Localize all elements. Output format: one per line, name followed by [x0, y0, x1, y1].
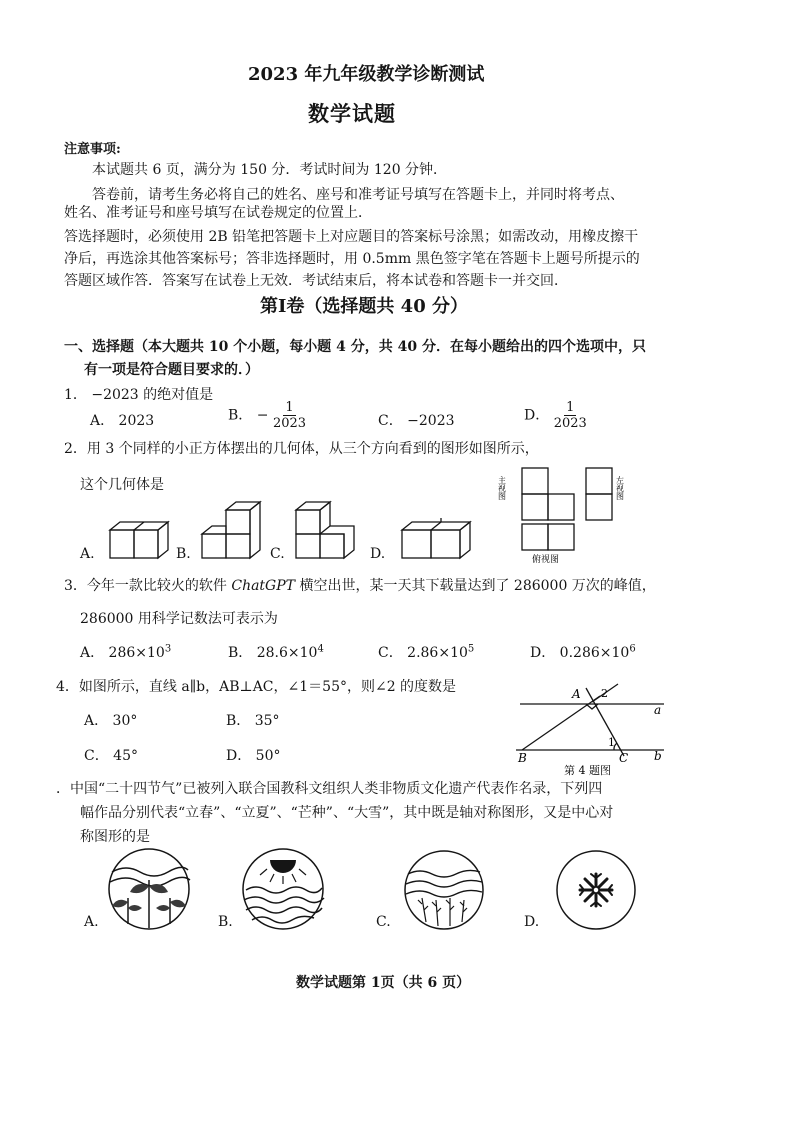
- q2-option-c-label: C.: [270, 546, 285, 562]
- q5-option-b-figure-lixia: [240, 846, 326, 932]
- q4-option-c: C． 45°: [84, 748, 138, 764]
- q5-option-c-figure-mangzhong: [402, 848, 486, 932]
- q5-line-2: 幅作品分别代表“立春”、“立夏”、“芒种”、“大雪”，其中既是轴对称图形，又是中心对: [80, 805, 614, 821]
- exam-title: 2023 年九年级教学诊断测试: [248, 64, 485, 85]
- section-title: 第Ⅰ卷（选择题共 40 分）: [260, 296, 469, 317]
- q3-a-exp: 3: [164, 643, 172, 655]
- q1-option-b-label: B．: [228, 407, 253, 424]
- q2-stem: 2．用 3 个同样的小正方体摆出的几何体，从三个方向看到的图形如图所示，: [64, 441, 539, 457]
- notes-line-5: 净后，再选涂其他答案标号；答非选择题时，用 0.5mm 黑色签字笔在答题卡上题号所提示的: [64, 251, 640, 267]
- page-footer: 数学试题第 1页（共 6 页）: [296, 975, 471, 991]
- section-instruction-2: 有一项是符合题目要求的．）: [84, 362, 259, 378]
- label-B: B: [518, 751, 527, 765]
- q2-option-a-label: A.: [80, 546, 95, 562]
- front-view-square: [548, 494, 574, 520]
- label-C: C: [619, 751, 629, 765]
- q1-option-c: C． −2023: [378, 413, 455, 429]
- notes-heading: 注意事项:: [64, 142, 121, 157]
- q3-line-2: 286000 用科学记数法可表示为: [80, 611, 278, 627]
- label-2: 2: [601, 687, 608, 700]
- notes-line-1: 本试题共 6 页，满分为 150 分．考试时间为 120 分钟．: [92, 162, 448, 178]
- q3-option-a: [80, 642, 171, 662]
- q3-stem-pre: 3．今年一款比较火的软件: [64, 578, 232, 594]
- q1-option-b: [228, 400, 306, 431]
- q1-option-d-fraction: [554, 400, 587, 431]
- notes-line-2: 答卷前，请考生务必将自己的姓名、座号和准考证号填写在答题卡上，并同时将考点、: [92, 187, 624, 203]
- figure-caption: 第 4 题图: [564, 764, 611, 777]
- label-A: A: [572, 687, 581, 701]
- q2-option-b-figure: [198, 498, 268, 562]
- q3-stem-post: 横空出世，某一天其下载量达到了 286000 万次的峰值，: [295, 578, 656, 594]
- q2-three-views: [497, 462, 640, 566]
- q3-option-b: [228, 642, 324, 662]
- q4-option-b: B． 35°: [226, 713, 280, 729]
- q5-option-d-figure-daxue: [554, 848, 638, 932]
- q2-line-2: 这个几何体是: [80, 477, 164, 493]
- notes-line-4: 答选择题时，必须使用 2B 铅笔把答题卡上对应题目的答案标号涂黑；如需改动，用橡皮擦干: [64, 229, 639, 245]
- q1-option-b-fraction: [273, 400, 306, 431]
- q1-d-numerator: 1: [566, 400, 575, 415]
- q4-option-a: A． 30°: [84, 713, 138, 729]
- q3-b-base: B． 28.6×10: [228, 645, 318, 661]
- top-view-square: [522, 524, 548, 550]
- front-view-label: 主视图: [497, 476, 507, 500]
- q3-c-base: C． 2.86×10: [378, 645, 468, 661]
- q1-stem: 1． −2023 的绝对值是: [64, 387, 214, 403]
- exam-subtitle: 数学试题: [308, 101, 396, 126]
- q2-option-b-label: B.: [176, 546, 191, 562]
- q1-option-a: A． 2023: [90, 413, 155, 429]
- top-view-label: 俯视图: [532, 555, 560, 565]
- q1-option-b-sign: −: [256, 407, 269, 424]
- q2-option-d-label: D.: [370, 546, 386, 562]
- q3-b-exp: 4: [317, 643, 324, 655]
- front-view-square: [522, 494, 548, 520]
- q1-d-denominator: 2023: [553, 416, 587, 431]
- left-view-square: [586, 468, 612, 494]
- section-instruction-1: 一、选择题（本大题共 10 个小题，每小题 4 分，共 40 分．在每小题给出的四个选项中，只: [64, 339, 646, 355]
- front-view-square: [522, 468, 548, 494]
- q4-figure: [506, 680, 686, 776]
- q2-option-c-figure: [292, 498, 362, 562]
- q3-stem-app: ChatGPT: [231, 578, 296, 594]
- q4-option-d: D． 50°: [226, 748, 281, 764]
- q5-option-a-figure-lichun: [106, 846, 192, 932]
- q5-option-a-label: A.: [84, 914, 99, 930]
- q5-option-c-label: C.: [376, 914, 391, 930]
- q1-b-numerator: 1: [285, 400, 294, 415]
- q5-option-d-label: D.: [524, 914, 540, 930]
- q1-option-d: [524, 400, 587, 431]
- notes-line-3: 姓名、准考证号和座号填写在试卷规定的位置上．: [64, 205, 372, 221]
- q5-option-b-label: B.: [218, 914, 233, 930]
- q3-option-d: [530, 642, 636, 662]
- q4-stem: 4．如图所示，直线 a∥b，AB⊥AC，∠1＝55°，则∠2 的度数是: [56, 679, 457, 695]
- q2-option-a-figure: [106, 514, 176, 562]
- notes-line-6: 答题区域作答．答案写在试卷上无效．考试结束后，将本试卷和答题卡一并交回．: [64, 273, 568, 289]
- label-b: b: [654, 749, 662, 763]
- q1-option-d-label: D．: [524, 407, 550, 424]
- q1-b-denominator: 2023: [272, 416, 307, 431]
- label-a: a: [654, 703, 662, 717]
- q3-d-base: D． 0.286×10: [530, 645, 630, 661]
- q3-c-exp: 5: [467, 643, 475, 655]
- left-view-square: [586, 494, 612, 520]
- q3-d-exp: 6: [629, 643, 636, 655]
- left-view-label: 左视图: [615, 476, 625, 500]
- q5-line-3: 称图形的是: [80, 829, 150, 845]
- q5-line-1: ．中国“二十四节气”已被列入联合国教科文组织人类非物质文化遗产代表作名录，下列四: [56, 781, 603, 797]
- label-1: 1: [608, 736, 615, 749]
- top-view-square: [548, 524, 574, 550]
- q3-stem: [64, 575, 656, 595]
- q2-option-d-figure: [398, 514, 478, 562]
- q3-a-base: A． 286×10: [80, 645, 165, 661]
- q3-option-c: [378, 642, 474, 662]
